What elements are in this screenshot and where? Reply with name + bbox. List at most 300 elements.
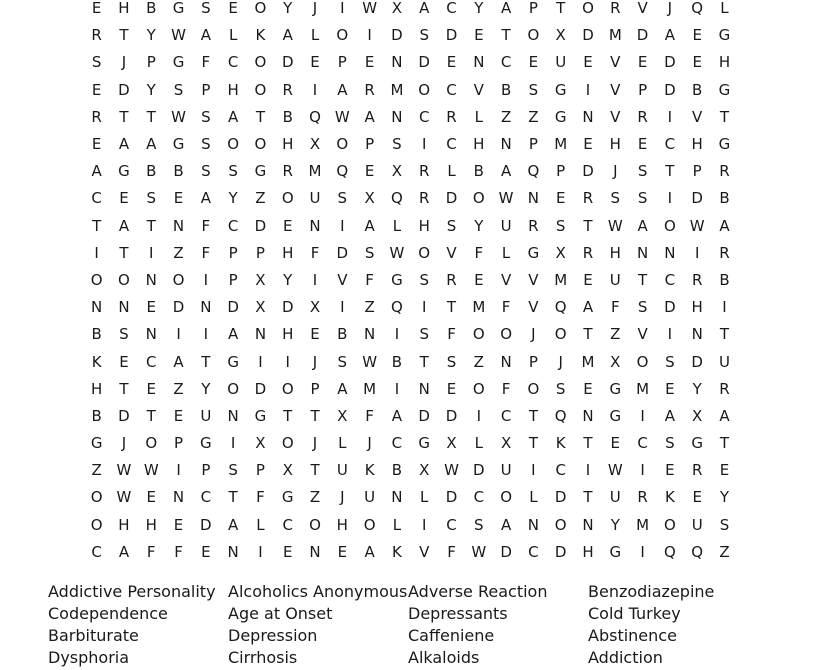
word-item: Alkaloids [408, 648, 480, 667]
grid-letter: J [667, 0, 673, 18]
grid-letter: I [258, 542, 263, 561]
grid-letter: S [610, 189, 621, 208]
grid-letter: P [174, 434, 184, 453]
grid-letter: A [118, 542, 130, 561]
grid-letter: D [691, 352, 703, 371]
grid-letter: A [419, 0, 430, 18]
grid-letter: E [228, 0, 238, 18]
grid-letter: P [692, 162, 702, 181]
grid-letter: K [664, 488, 675, 507]
grid-letter: A [282, 26, 293, 45]
grid-letter: W [116, 488, 132, 507]
grid-letter: A [337, 379, 348, 398]
grid-letter: W [334, 107, 350, 126]
grid-letter: F [610, 298, 620, 317]
grid-letter: T [528, 434, 538, 453]
grid-letter: N [145, 325, 157, 344]
grid-letter: L [474, 434, 483, 453]
grid-letter: N [582, 515, 594, 534]
grid-letter: I [258, 352, 263, 371]
grid-letter: Y [228, 189, 238, 208]
grid-letter: S [364, 243, 375, 262]
grid-letter: E [583, 53, 593, 72]
grid-letter: R [719, 162, 730, 181]
grid-letter: X [255, 434, 266, 453]
grid-letter: D [582, 26, 594, 45]
grid-letter: E [637, 135, 648, 154]
grid-letter: T [228, 488, 238, 507]
grid-letter: X [419, 461, 430, 480]
grid-letter: Z [255, 189, 266, 208]
grid-letter: G [527, 243, 540, 262]
grid-letter: I [640, 406, 645, 425]
grid-letter: J [613, 162, 618, 181]
grid-letter: P [310, 379, 320, 398]
grid-letter: U [718, 352, 730, 371]
word-item: Adverse Reaction [408, 582, 548, 601]
grid-letter: L [338, 434, 347, 453]
grid-letter: I [394, 325, 400, 344]
grid-letter: D [391, 26, 403, 45]
grid-letter: D [445, 26, 458, 45]
grid-letter: I [585, 461, 591, 480]
grid-letter: R [582, 189, 594, 208]
grid-letter: I [585, 80, 591, 99]
grid-letter: X [555, 243, 566, 262]
grid-letter: L [447, 162, 456, 181]
letter-grid [83, 0, 738, 566]
grid-letter: T [665, 162, 675, 181]
grid-letter: F [256, 488, 265, 507]
grid-letter: K [364, 461, 375, 480]
grid-letter: D [554, 488, 567, 507]
grid-letter: S [173, 80, 184, 99]
grid-letter: A [364, 542, 375, 561]
word-item: Codependence [48, 604, 168, 623]
grid-letter: N [527, 189, 540, 208]
grid-letter: A [500, 162, 512, 181]
word-item: Barbiturate [48, 626, 139, 645]
grid-letter: Q [691, 542, 704, 561]
grid-letter: C [227, 53, 239, 72]
grid-letter: A [173, 352, 184, 371]
grid-letter: X [364, 189, 375, 208]
grid-letter: R [446, 270, 457, 289]
grid-letter: Y [146, 26, 156, 45]
grid-letter: X [555, 26, 566, 45]
grid-letter: E [310, 325, 320, 344]
grid-letter: D [554, 542, 567, 561]
grid-letter: S [637, 189, 648, 208]
grid-letter: H [418, 216, 430, 235]
grid-letter: P [528, 352, 538, 371]
grid-letter: R [719, 379, 730, 398]
grid-letter: N [418, 379, 430, 398]
grid-letter: O [500, 325, 512, 344]
grid-letter: E [146, 379, 156, 398]
grid-letter: D [582, 162, 594, 181]
grid-letter: Z [173, 379, 184, 398]
grid-letter: B [173, 162, 184, 181]
grid-letter: E [474, 26, 484, 45]
grid-letter: S [228, 162, 238, 181]
grid-letter: E [201, 542, 211, 561]
grid-letter: S [337, 352, 348, 371]
grid-letter: G [718, 26, 731, 45]
grid-letter: E [173, 189, 184, 208]
grid-letter: T [446, 298, 457, 317]
grid-letter: S [119, 325, 129, 344]
grid-letter: W [171, 26, 186, 45]
grid-letter: X [391, 0, 403, 18]
grid-letter: I [476, 406, 482, 425]
grid-letter: E [91, 0, 102, 18]
word-item: Depressants [408, 604, 508, 623]
grid-letter: O [281, 189, 294, 208]
grid-letter: N [309, 542, 321, 561]
grid-letter: E [282, 216, 293, 235]
grid-letter: O [527, 26, 540, 45]
grid-letter: E [692, 488, 702, 507]
grid-letter: O [663, 216, 676, 235]
grid-letter: Z [719, 542, 730, 561]
grid-letter: J [367, 434, 372, 453]
grid-letter: I [149, 243, 154, 262]
grid-letter: Q [309, 107, 321, 126]
grid-letter: O [254, 0, 267, 18]
grid-letter: C [473, 488, 485, 507]
grid-letter: T [201, 352, 211, 371]
grid-letter: H [582, 542, 594, 561]
grid-letter: P [556, 162, 566, 181]
grid-letter: S [146, 189, 156, 208]
grid-letter: O [90, 488, 103, 507]
grid-letter: I [367, 26, 372, 45]
grid-letter: Y [692, 379, 702, 398]
grid-letter: Q [391, 298, 403, 317]
grid-letter: E [637, 53, 648, 72]
grid-letter: U [555, 53, 567, 72]
grid-letter: Z [610, 325, 621, 344]
grid-letter: E [364, 53, 375, 72]
grid-letter: O [472, 325, 485, 344]
grid-letter: S [474, 515, 484, 534]
grid-letter: G [172, 53, 185, 72]
grid-letter: C [91, 542, 102, 561]
grid-letter: I [230, 434, 236, 453]
grid-letter: D [418, 406, 430, 425]
grid-letter: I [421, 515, 427, 534]
grid-letter: A [500, 0, 512, 18]
grid-letter: E [446, 53, 457, 72]
grid-letter: N [172, 216, 185, 235]
grid-letter: E [528, 53, 539, 72]
grid-letter: B [719, 189, 730, 208]
grid-letter: T [419, 352, 429, 371]
grid-letter: C [146, 352, 157, 371]
grid-letter: O [281, 434, 294, 453]
grid-letter: B [91, 406, 102, 425]
grid-letter: O [90, 270, 103, 289]
grid-letter: G [172, 0, 185, 18]
grid-letter: X [255, 270, 266, 289]
grid-letter: R [282, 80, 293, 99]
grid-letter: T [719, 107, 730, 126]
grid-letter: G [718, 135, 731, 154]
grid-letter: Q [554, 406, 567, 425]
grid-letter: I [176, 325, 181, 344]
word-list [48, 582, 768, 670]
grid-letter: F [365, 270, 374, 289]
grid-letter: E [173, 515, 184, 534]
grid-letter: D [200, 515, 212, 534]
grid-letter: I [203, 270, 209, 289]
grid-letter: E [91, 135, 102, 154]
grid-letter: M [608, 26, 622, 45]
grid-letter: Y [283, 270, 293, 289]
grid-letter: L [392, 216, 402, 235]
grid-letter: N [91, 298, 103, 317]
grid-letter: U [309, 189, 321, 208]
grid-letter: W [362, 352, 378, 371]
grid-letter: Q [554, 298, 567, 317]
grid-letter: G [418, 434, 431, 453]
grid-letter: D [281, 53, 294, 72]
grid-letter: G [609, 406, 622, 425]
grid-letter: Y [474, 0, 484, 18]
grid-letter: C [555, 461, 566, 480]
grid-letter: O [663, 515, 676, 534]
grid-letter: G [609, 542, 622, 561]
grid-letter: C [391, 434, 403, 453]
grid-letter: N [118, 298, 130, 317]
grid-letter: F [365, 406, 374, 425]
grid-letter: F [146, 542, 156, 561]
grid-letter: E [119, 352, 129, 371]
grid-letter: J [312, 0, 318, 18]
grid-letter: M [581, 352, 595, 371]
grid-letter: U [500, 216, 512, 235]
grid-letter: R [582, 243, 594, 262]
grid-letter: T [146, 216, 156, 235]
grid-letter: P [201, 461, 211, 480]
grid-letter: C [664, 270, 676, 289]
grid-letter: I [203, 325, 209, 344]
grid-letter: M [636, 379, 650, 398]
grid-letter: I [340, 0, 345, 18]
grid-letter: R [91, 107, 102, 126]
grid-letter: V [446, 243, 457, 262]
grid-letter: U [364, 488, 376, 507]
grid-letter: P [228, 270, 238, 289]
grid-letter: O [118, 270, 130, 289]
grid-letter: H [118, 515, 130, 534]
grid-letter: V [419, 542, 430, 561]
grid-letter: R [282, 162, 293, 181]
grid-letter: T [119, 243, 129, 262]
grid-letter: Y [146, 80, 156, 99]
grid-letter: B [719, 270, 730, 289]
grid-letter: R [637, 488, 648, 507]
grid-letter: O [145, 434, 158, 453]
grid-letter: L [228, 26, 238, 45]
grid-letter: W [471, 542, 487, 561]
grid-letter: T [583, 216, 593, 235]
grid-letter: I [694, 243, 700, 262]
grid-letter: R [719, 243, 730, 262]
grid-letter: U [609, 488, 621, 507]
grid-letter: O [227, 135, 240, 154]
grid-letter: J [340, 488, 345, 507]
grid-letter: G [254, 406, 267, 425]
grid-letter: M [390, 80, 404, 99]
grid-letter: G [281, 488, 294, 507]
word-item: Addictive Personality [48, 582, 216, 601]
grid-letter: D [500, 542, 512, 561]
grid-letter: N [227, 542, 239, 561]
grid-letter: F [447, 325, 456, 344]
grid-letter: S [555, 216, 566, 235]
grid-letter: O [309, 515, 321, 534]
grid-letter: S [337, 189, 348, 208]
grid-letter: S [419, 26, 429, 45]
grid-letter: O [418, 80, 431, 99]
grid-letter: O [472, 189, 485, 208]
grid-letter: I [421, 298, 427, 317]
grid-letter: E [337, 542, 348, 561]
word-item: Cirrhosis [228, 648, 298, 667]
grid-letter: A [582, 298, 594, 317]
grid-letter: M [636, 515, 650, 534]
grid-letter: X [337, 406, 348, 425]
grid-letter: N [391, 107, 403, 126]
grid-letter: H [691, 298, 703, 317]
grid-letter: G [718, 80, 731, 99]
grid-letter: R [610, 0, 621, 18]
grid-letter: N [391, 53, 403, 72]
grid-letter: O [336, 135, 349, 154]
grid-letter: I [667, 107, 673, 126]
grid-letter: H [691, 135, 703, 154]
grid-letter: G [554, 80, 567, 99]
grid-letter: T [310, 461, 320, 480]
grid-letter: F [201, 216, 211, 235]
grid-letter: T [146, 107, 156, 126]
grid-letter: Q [336, 162, 349, 181]
grid-letter: N [172, 488, 185, 507]
grid-letter: W [444, 461, 459, 480]
grid-letter: G [200, 434, 212, 453]
grid-letter: C [446, 135, 457, 154]
grid-letter: T [583, 488, 593, 507]
grid-letter: H [118, 0, 130, 18]
grid-letter: D [445, 406, 458, 425]
grid-letter: P [255, 243, 265, 262]
grid-letter: C [227, 216, 239, 235]
grid-letter: V [637, 325, 648, 344]
grid-letter: D [254, 216, 267, 235]
grid-letter: O [254, 80, 267, 99]
grid-letter: B [391, 461, 403, 480]
grid-letter: E [364, 162, 375, 181]
grid-letter: B [146, 162, 157, 181]
grid-letter: K [255, 26, 266, 45]
grid-letter: V [528, 298, 539, 317]
grid-letter: K [555, 434, 566, 453]
grid-letter: C [446, 515, 457, 534]
grid-letter: D [118, 406, 130, 425]
grid-letter: N [636, 243, 649, 262]
grid-letter: O [254, 53, 267, 72]
grid-letter: E [665, 379, 675, 398]
grid-letter: S [637, 298, 648, 317]
word-item: Age at Onset [228, 604, 333, 623]
grid-letter: L [310, 26, 320, 45]
grid-letter: T [583, 325, 593, 344]
grid-letter: E [583, 135, 593, 154]
grid-letter: E [665, 461, 675, 480]
grid-letter: Z [364, 298, 375, 317]
grid-letter: F [501, 298, 511, 317]
grid-letter: W [143, 461, 159, 480]
grid-letter: X [309, 135, 321, 154]
grid-letter: Y [201, 379, 211, 398]
grid-letter: E [146, 488, 156, 507]
word-item: Addiction [588, 648, 663, 667]
grid-letter: A [719, 406, 730, 425]
grid-letter: A [146, 135, 157, 154]
grid-letter: B [692, 80, 703, 99]
grid-letter: T [719, 434, 730, 453]
grid-letter: P [201, 80, 211, 99]
grid-letter: W [689, 216, 705, 235]
grid-letter: E [555, 189, 566, 208]
grid-letter: X [282, 461, 293, 480]
grid-letter: D [445, 488, 458, 507]
grid-letter: R [691, 461, 703, 480]
grid-letter: O [418, 243, 431, 262]
grid-letter: N [145, 270, 157, 289]
grid-letter: D [227, 298, 239, 317]
grid-letter: V [610, 107, 621, 126]
grid-letter: D [336, 243, 349, 262]
grid-letter: A [364, 107, 375, 126]
grid-letter: S [228, 461, 238, 480]
grid-letter: A [337, 80, 348, 99]
grid-letter: A [637, 216, 648, 235]
grid-letter: V [610, 53, 621, 72]
grid-letter: A [364, 216, 375, 235]
grid-letter: M [308, 162, 322, 181]
grid-letter: T [119, 379, 129, 398]
grid-letter: E [91, 80, 102, 99]
grid-letter: H [609, 135, 621, 154]
grid-letter: K [391, 542, 402, 561]
grid-letter: N [473, 53, 485, 72]
grid-letter: L [420, 488, 429, 507]
grid-letter: A [500, 515, 512, 534]
grid-letter: E [173, 406, 184, 425]
grid-letter: V [337, 270, 348, 289]
grid-letter: H [91, 379, 103, 398]
grid-letter: N [500, 135, 512, 154]
grid-letter: S [201, 135, 211, 154]
grid-letter: T [556, 0, 566, 18]
grid-letter: D [418, 53, 430, 72]
grid-letter: S [446, 352, 457, 371]
grid-letter: V [637, 0, 648, 18]
grid-letter: E [119, 189, 129, 208]
